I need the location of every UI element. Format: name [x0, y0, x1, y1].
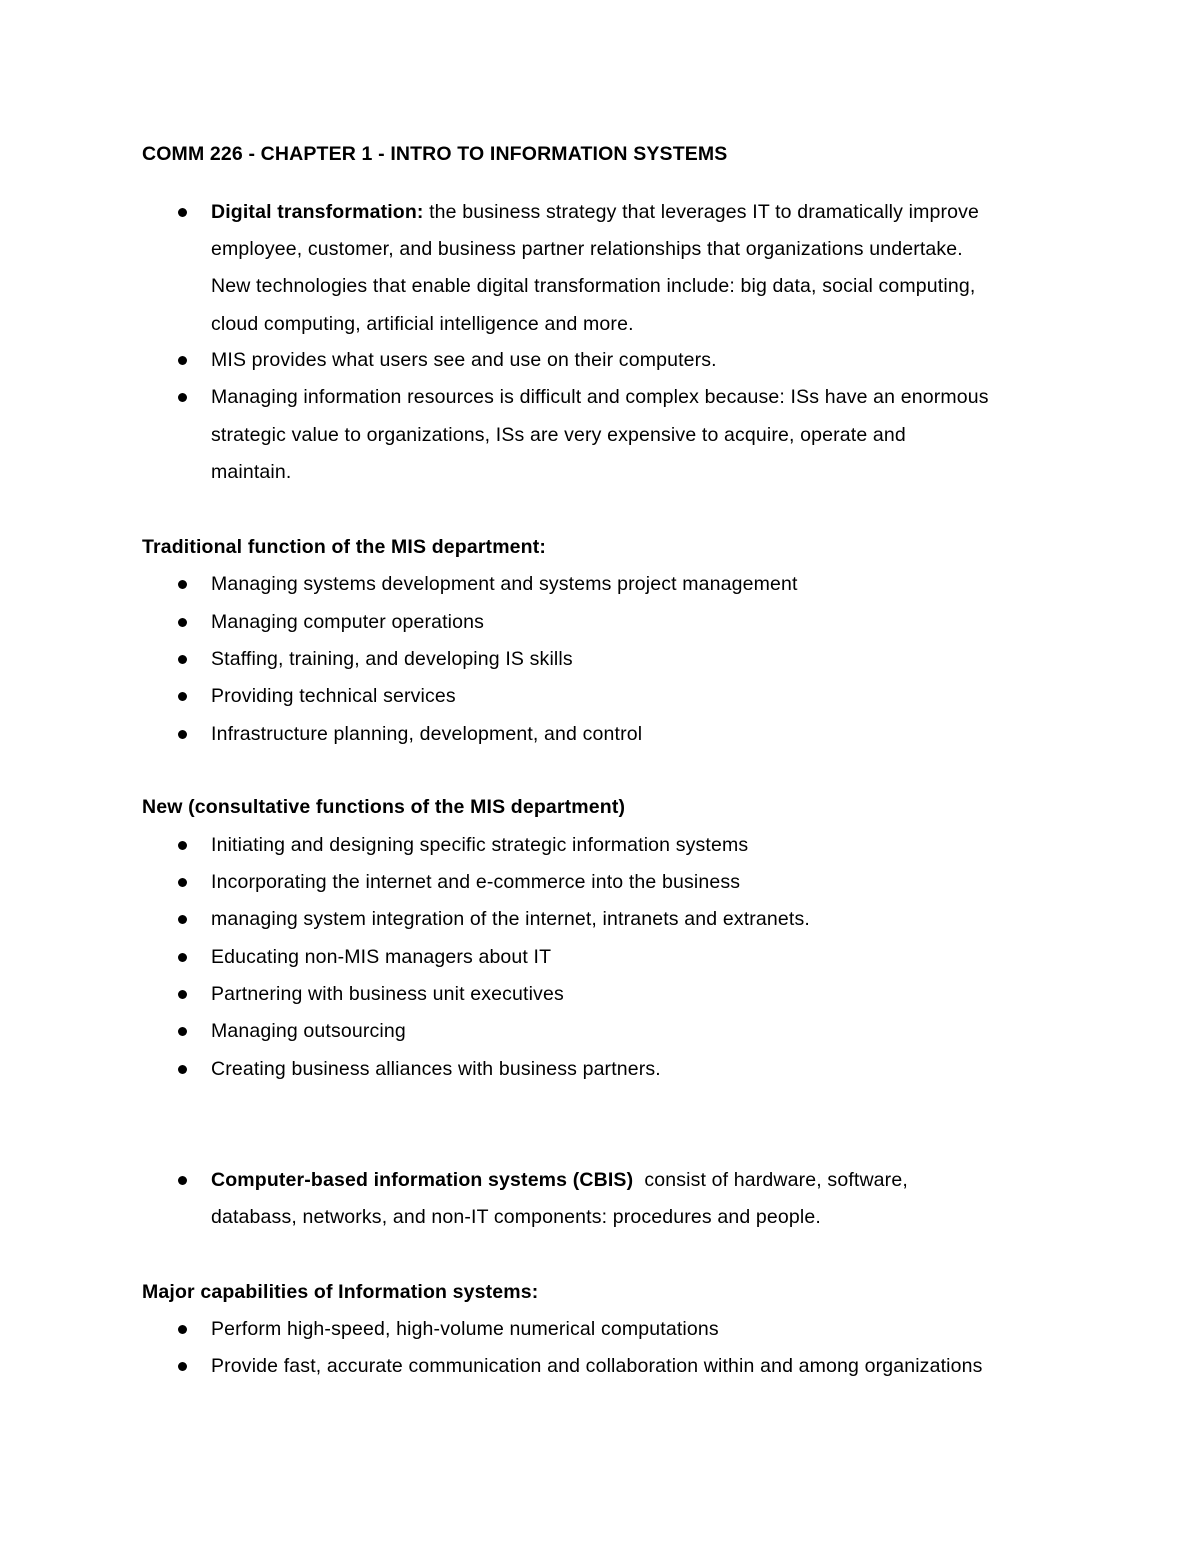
list-item-text: databass, networks, and non-IT components: procedures and people. [211, 1206, 821, 1228]
list-item-text: the business strategy that leverages IT to dramatically improve [423, 201, 980, 223]
page-title: COMM 226 - CHAPTER 1 - INTRO TO INFORMATION SYSTEMS [142, 143, 728, 165]
bullet-icon [178, 730, 187, 739]
bullet-icon [178, 655, 187, 664]
list-item: Educating non-MIS managers about IT [211, 946, 552, 968]
bullet-icon [178, 915, 187, 924]
bullet-icon [178, 953, 187, 962]
list-item: Initiating and designing specific strategic information systems [211, 834, 749, 856]
list-item: Infrastructure planning, development, and control [211, 723, 643, 745]
term-label: Digital transformation: [211, 201, 424, 223]
bullet-icon [178, 393, 187, 402]
list-item: Managing computer operations [211, 611, 485, 633]
list-item-text: Managing information resources is difficult and complex because: ISs have an enormous [211, 386, 989, 408]
section-heading-consultative: New (consultative functions of the MIS department) [142, 796, 626, 818]
bullet-icon [178, 1325, 187, 1334]
list-item-text: strategic value to organizations, ISs are very expensive to acquire, operate and [211, 424, 906, 446]
list-item: Managing outsourcing [211, 1020, 406, 1042]
list-item-text: cloud computing, artificial intelligence and more. [211, 313, 634, 335]
bullet-icon [178, 618, 187, 627]
bullet-icon [178, 692, 187, 701]
bullet-icon [178, 356, 187, 365]
bullet-icon [178, 208, 187, 217]
list-item: Provide fast, accurate communication and collaboration within and among organizations [211, 1355, 983, 1377]
list-item: Managing systems development and systems project management [211, 573, 798, 595]
bullet-icon [178, 990, 187, 999]
list-item: Creating business alliances with business partners. [211, 1058, 661, 1080]
list-item: Incorporating the internet and e-commerce into the business [211, 871, 741, 893]
list-item-text: employee, customer, and business partner relationships that organizations undertake. [211, 238, 963, 260]
list-item: managing system integration of the internet, intranets and extranets. [211, 908, 810, 930]
list-item: Partnering with business unit executives [211, 983, 564, 1005]
bullet-icon [178, 580, 187, 589]
term-label: Computer-based information systems (CBIS) [211, 1169, 634, 1191]
list-item: Perform high-speed, high-volume numerical computations [211, 1318, 719, 1340]
list-item: Staffing, training, and developing IS skills [211, 648, 573, 670]
bullet-icon [178, 878, 187, 887]
list-item-text: MIS provides what users see and use on their computers. [211, 349, 717, 371]
bullet-icon [178, 1065, 187, 1074]
bullet-icon [178, 1027, 187, 1036]
list-item-text: maintain. [211, 461, 292, 483]
bullet-icon [178, 1176, 187, 1185]
bullet-icon [178, 841, 187, 850]
section-heading-traditional: Traditional function of the MIS department: [142, 536, 547, 558]
list-item [211, 199, 979, 225]
bullet-icon [178, 1362, 187, 1371]
list-item: Providing technical services [211, 685, 456, 707]
section-heading-capabilities: Major capabilities of Information systems: [142, 1281, 539, 1303]
list-item-text: consist of hardware, software, [633, 1169, 908, 1191]
list-item-text: New technologies that enable digital transformation include: big data, social computing, [211, 275, 976, 297]
list-item [211, 1167, 908, 1193]
